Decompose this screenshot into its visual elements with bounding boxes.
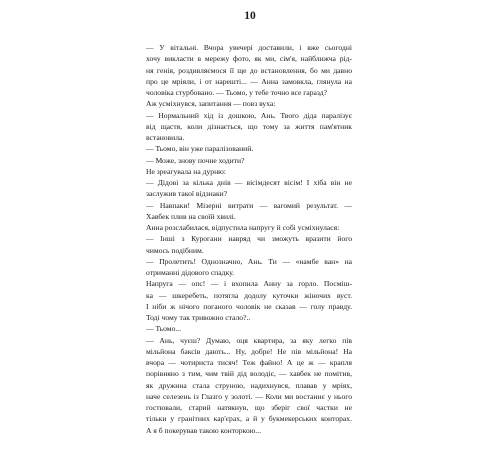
text-line: Напруга — опс! — і вхопила Анну за горло. Посміш- [146, 279, 352, 289]
text-line: — Нормальний хід із дошкою, Ань. Твого діда паралізує [146, 110, 352, 120]
text-line: — Дідові за кілька днів — вісімдесят вісім! І хіба він не [146, 178, 352, 187]
text-line: Не зреагувала на дурню: [146, 166, 226, 176]
text-line: Анна розслабилася, відпустила напругу й собі усміхнулася: [146, 223, 340, 232]
paragraph [146, 166, 352, 177]
text-line: як дружина стала струною, надихнувся, плавав у мріях, [146, 380, 352, 390]
text-line: — Тьомо, він уже паралізований. [146, 144, 254, 154]
text-line: — Пролетить! Однозначно, Ань. Ти — «намбе ван» на [146, 256, 352, 266]
text-line: І ніби ж нічого поганого чоловік не сказав — голу правду. [146, 301, 352, 311]
paragraph [146, 233, 352, 256]
paragraph [146, 110, 352, 144]
paragraph [146, 200, 352, 223]
paragraph [146, 143, 352, 154]
text-line: чимось подібним. [146, 245, 204, 255]
paragraph [146, 177, 352, 200]
text-line: про це мріяли, і от нарешті... — Анна замовкла, глянула на [146, 76, 352, 86]
text-line: А я б покерував такою конторкою... [146, 425, 261, 435]
text-line: Тоді чому так тривожно стало?.. [146, 313, 251, 322]
paragraph [146, 155, 352, 166]
text-line: заслужив такої відзнаки? [146, 189, 228, 199]
paragraph [146, 323, 352, 334]
text-line: наче селезень із Глазго у золоті. — Коли ми востаннє у нього [146, 391, 352, 401]
text-line: отриманні дідового спадку. [146, 268, 234, 277]
text-line: вчора — чотириста тисяч! Теж файно! А це ж — крапля [146, 358, 352, 367]
text-line: — Тьомо... [146, 324, 182, 334]
text-line: від щастя, коли дізнається, що тому за життя пам'ятник [146, 121, 352, 131]
text-line: хочу викласти в мережу фото, як ми, сім'я, найближча рід- [146, 54, 352, 64]
text-line: Аж усміхнувся, запитання — повз вуха: [146, 99, 276, 109]
text-line: — Може, знову почне ходити? [146, 155, 245, 165]
text-line: — Ань, чуєш? Думаю, оця квартира, за яку легко пів [146, 335, 352, 345]
text-column [146, 42, 352, 436]
text-line: ня генія, роздивляємося її ще до встановлення, бо ми давно [146, 65, 352, 75]
text-line: — Навпаки! Мізерні витрати — вагомий результат. — [146, 200, 352, 210]
text-line: Хавбек плив на своїй хвилі. [146, 211, 236, 221]
text-line: встановила. [146, 133, 185, 142]
paragraph [146, 42, 352, 98]
text-line: гостювали, старий натякнув, що зберіг свої частки не [146, 403, 352, 412]
paragraph [146, 335, 352, 436]
text-line: — Інші з Курогани навряд чи зможуть вразити його [146, 234, 352, 244]
paragraph [146, 256, 352, 279]
text-line: мільйона баксів дають... Ну, добре! Не пів мільйона! На [146, 346, 352, 356]
text-line: ка — шкеребеть, потягла додолу куточки жіночих вуст. [146, 290, 352, 300]
paragraph [146, 222, 352, 233]
page-number: 10 [244, 10, 256, 22]
text-line: порівняно з тим, чим твій дід володіє, — хавбек не помітив, [146, 369, 352, 379]
text-line: — У вітальні. Вчора увечері доставили, і вже сьогодні [146, 43, 352, 52]
text-line: тільки у гранітних кар'єрах, а й у букмекерських конторах. [146, 414, 352, 424]
paragraph [146, 98, 352, 109]
paragraph [146, 278, 352, 323]
text-line: чоловіка стурбовано. — Тьомо, у тебе точно все гаразд? [146, 88, 327, 97]
